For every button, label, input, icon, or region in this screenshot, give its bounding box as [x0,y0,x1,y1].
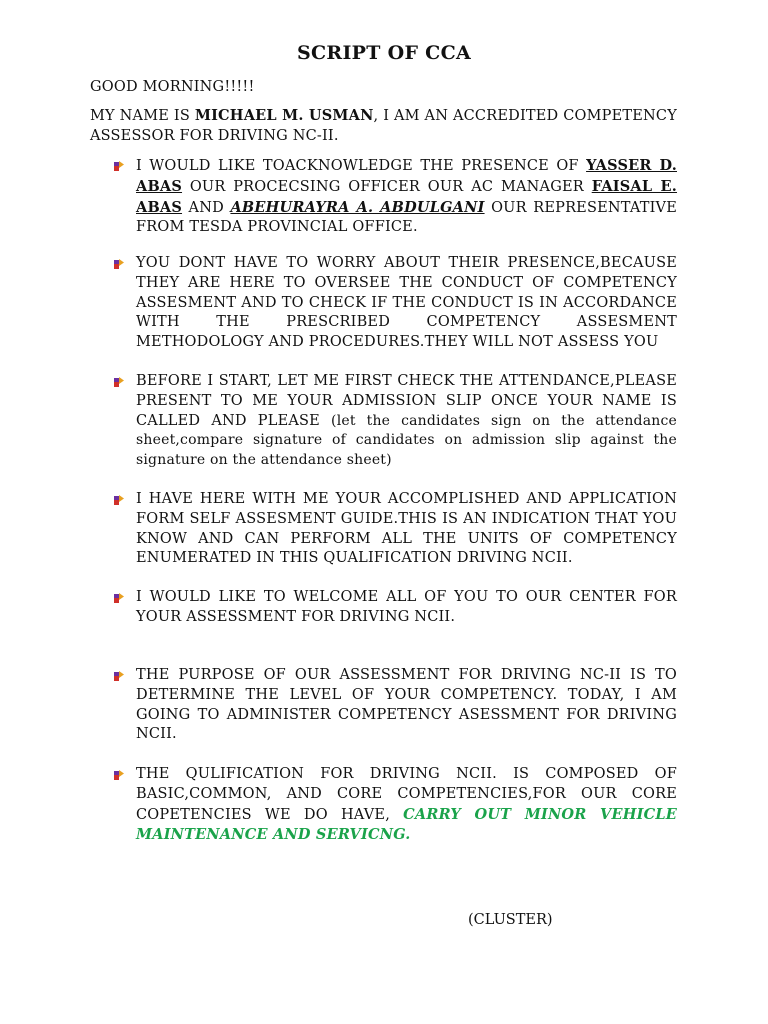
document-title: SCRIPT OF CCA [296,42,472,64]
ac-manager-name: FAISAL E. ABAS [136,177,678,216]
bullet-item [110,254,677,353]
bullet-1-part-5: AND [182,199,231,216]
arrow-bullet-icon [113,377,124,388]
arrow-bullet-icon [113,161,124,172]
bullet-item [110,588,677,628]
intro-paragraph [90,106,677,147]
bullet-text [136,765,677,846]
qualification-text: THE QULIFICATION FOR DRIVING NCII. IS COMPOSED OF BASIC,COMMON, AND CORE COMPETENCIES,FOR OUR CORE COPETENCIES WE DO HAVE, [136,766,677,823]
bullet-text [136,156,677,238]
attendance-note: (let the candidates sign on the attendance sheet,compare signature of candidates on admission slip against the signature on the attendance sheet) [136,412,677,469]
bullet-text: I WOULD LIKE TO WELCOME ALL OF YOU TO OUR CENTER FOR YOUR ASSESSMENT FOR DRIVING NCII. [136,589,677,625]
bullet-text: I HAVE HERE WITH ME YOUR ACCOMPLISHED AND APPLICATION FORM SELF ASSESMENT GUIDE.THIS IS AN INDICATION THAT YOU KNOW AND CAN PERFORM ALL THE UNITS OF COMPETENCY ENUMERATED IN THIS QUALIFICATION DRIVING NCII. [136,491,677,567]
arrow-bullet-icon [113,671,124,682]
greeting-text: GOOD MORNING!!!!! [90,79,255,95]
bullet-1-part-1: I WOULD LIKE TOACKNOWLEDGE THE PRESENCE OF [136,158,587,174]
processing-officer-name: YASSER D. ABAS [136,157,677,195]
bullet-text: THE PURPOSE OF OUR ASSESSMENT FOR DRIVING NC-II IS TO DETERMINE THE LEVEL OF YOUR COMPETENCY. TODAY, I AM GOING TO ADMINISTER COMPETENCY ASESSMENT FOR DRIVING NCII. [136,667,677,743]
bullet-text: YOU DONT HAVE TO WORRY ABOUT THEIR PRESENCE,BECAUSE THEY ARE HERE TO OVERSEE THE CONDUCT OF COMPETENCY ASSESMENT AND TO CHECK IF THE CONDUCT IS IN ACCORDANCE WITH THE PRESCRIBED COMPETENCY ASSESMENT METHODOLOGY AND PROCEDURES.THEY WILL NOT ASSESS YOU [136,255,677,351]
bullet-item [110,490,677,569]
bullet-item [110,156,677,238]
bullet-item [110,666,677,745]
core-competency-highlight: CARRY OUT MINOR VEHICLE MAINTENANCE AND SERVICNG. [136,805,678,844]
bullet-item [110,372,677,471]
assessor-name: MICHAEL M. USMAN [194,107,374,124]
tesda-representative-name: ABEHURAYRA A. ABDULGANI [230,198,485,216]
intro-suffix: , I AM AN ACCREDITED COMPETENCY ASSESSOR FOR DRIVING NC-II. [90,108,677,144]
arrow-bullet-icon [113,770,124,781]
cluster-label: (CLUSTER) [468,912,553,928]
arrow-bullet-icon [113,495,124,506]
intro-prefix: MY NAME IS [90,108,195,124]
bullet-1-part-3: OUR PROCECSING OFFICER OUR AC MANAGER [182,178,592,195]
bullet-1-part-7: OUR REPRESENTATIVE FROM TESDA PROVINCIAL OFFICE. [136,199,677,236]
arrow-bullet-icon [113,593,124,604]
bullet-item [110,765,677,846]
arrow-bullet-icon [113,259,124,270]
bullet-text [136,372,677,471]
attendance-instruction: BEFORE I START, LET ME FIRST CHECK THE ATTENDANCE,PLEASE PRESENT TO ME YOUR ADMISSION SLIP ONCE YOUR NAME IS CALLED AND PLEASE [136,373,677,429]
